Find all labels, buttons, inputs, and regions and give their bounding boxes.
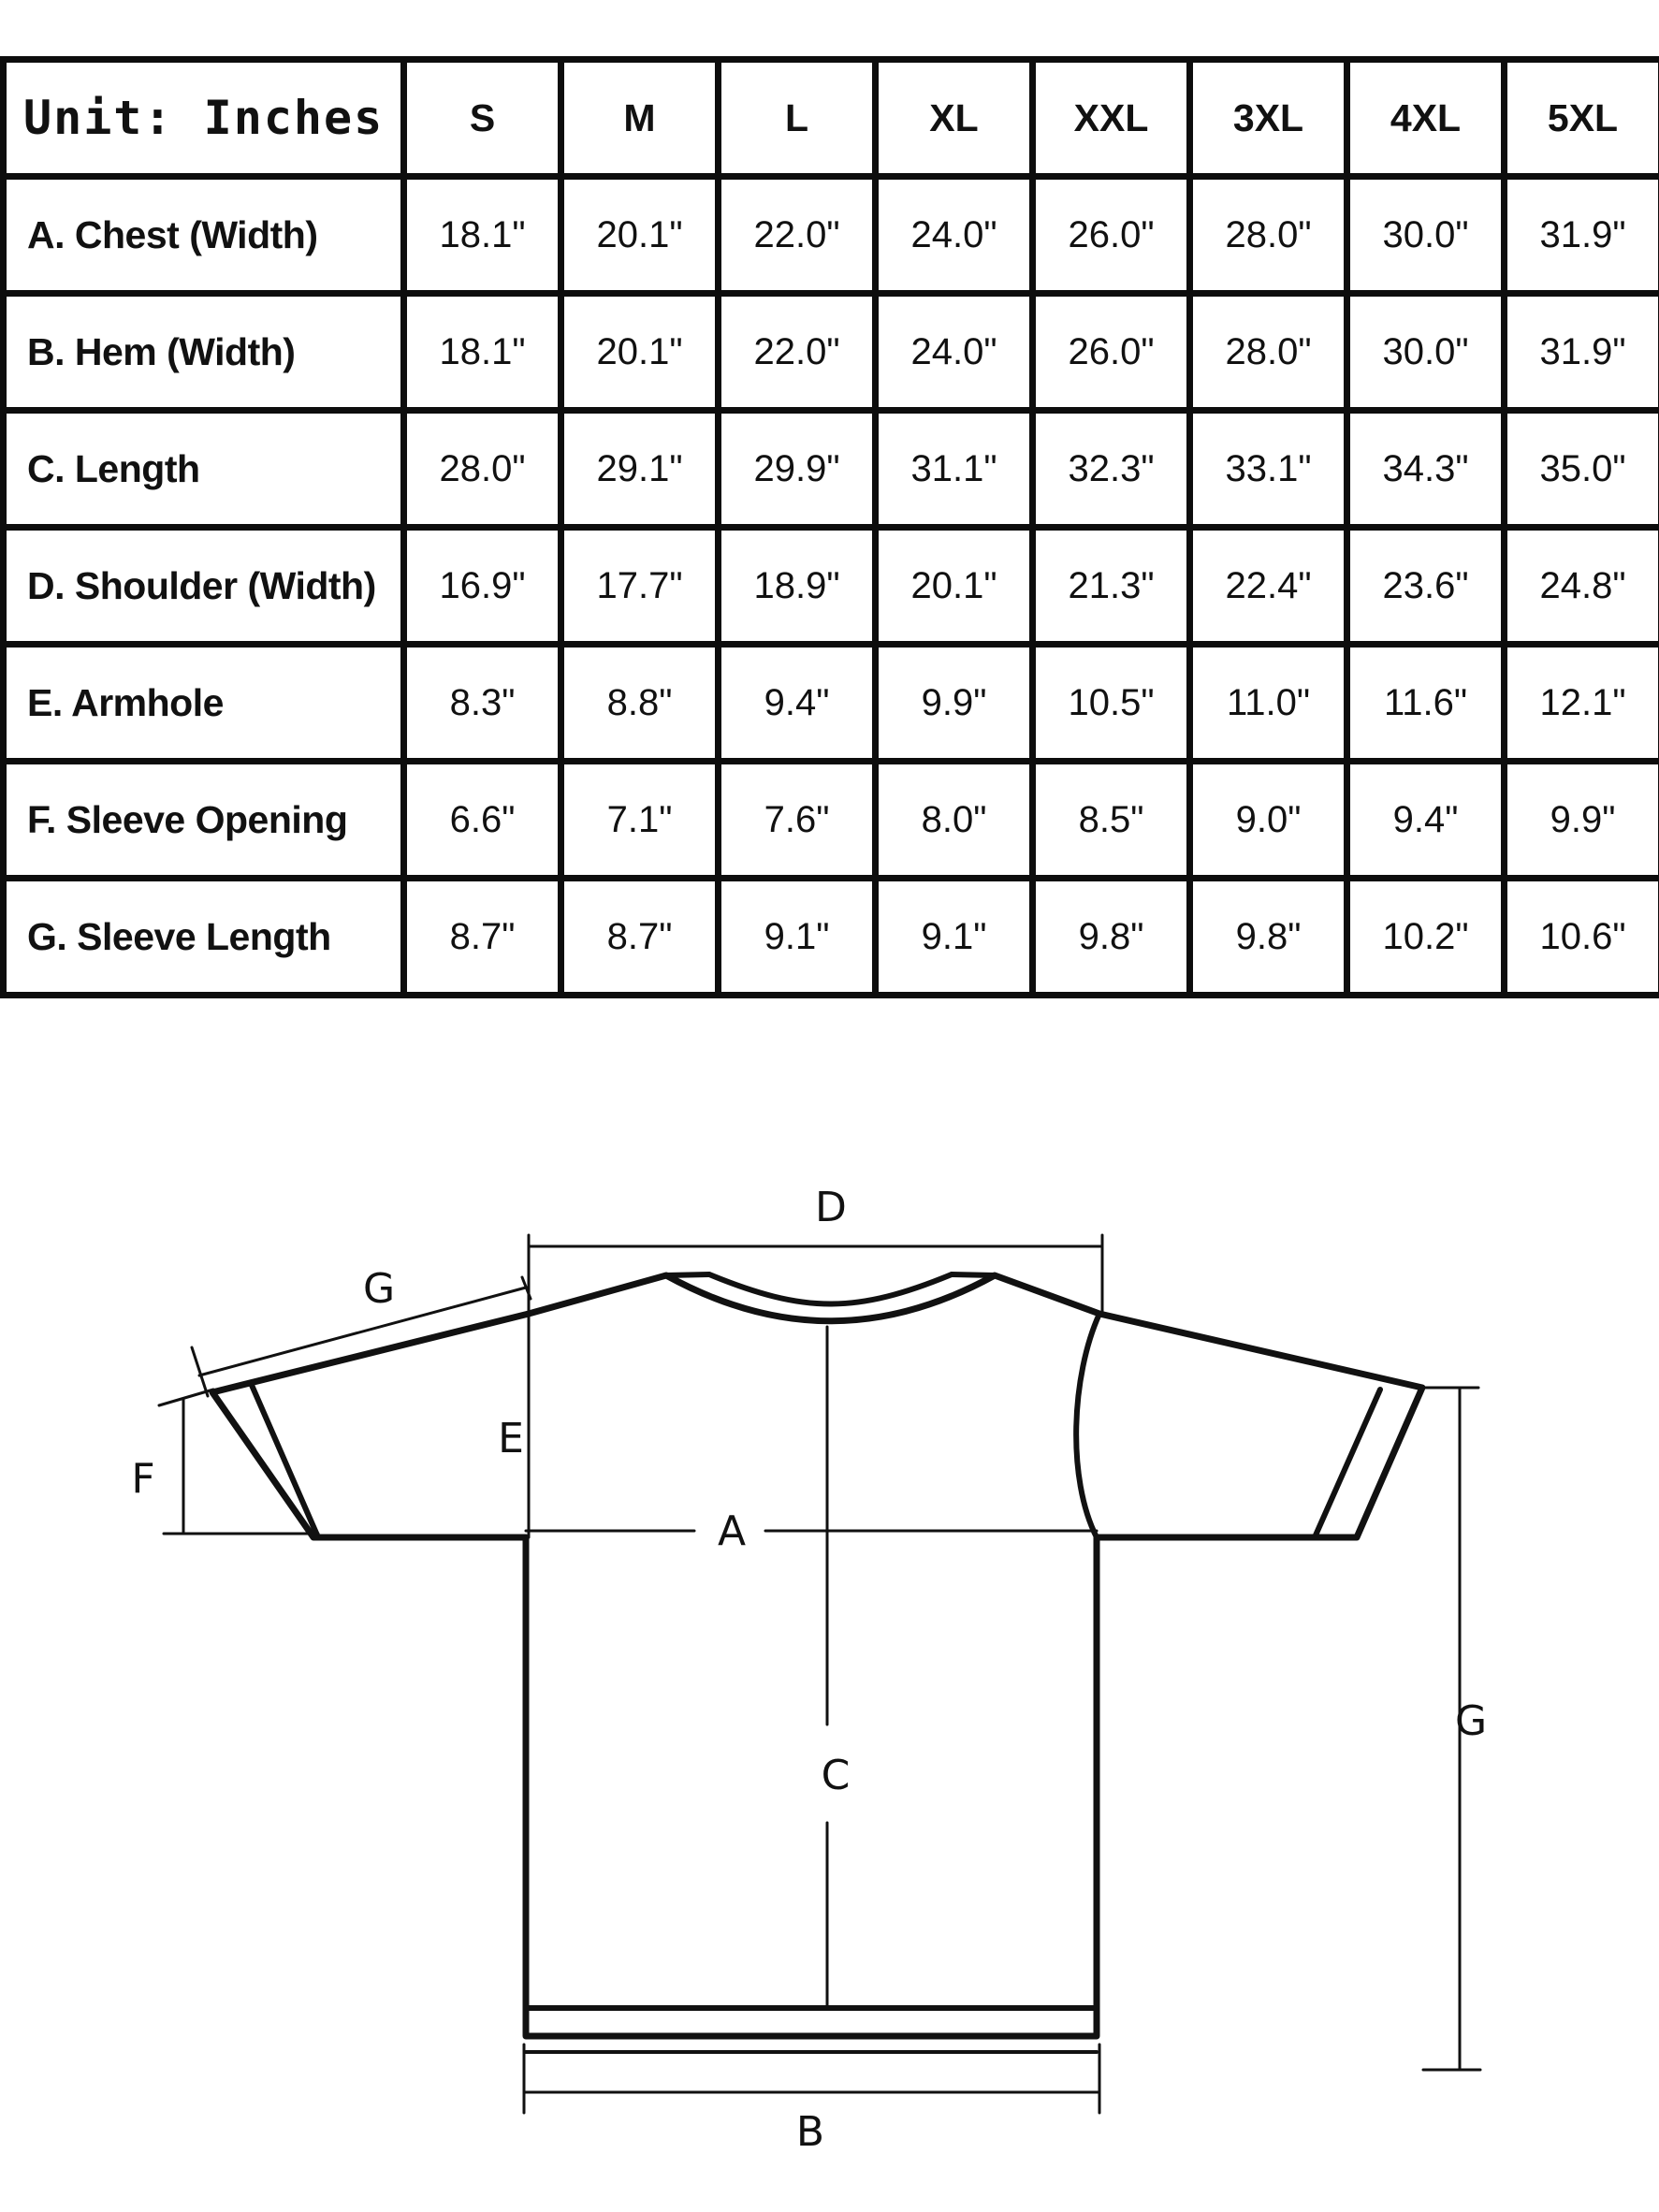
measurement-value: 9.9" — [1505, 762, 1659, 879]
collar-inner — [709, 1274, 952, 1304]
measurement-label: F. Sleeve Opening — [4, 762, 404, 879]
size-header: 5XL — [1505, 60, 1659, 177]
measurement-value: 7.1" — [561, 762, 719, 879]
measurement-value: 16.9" — [404, 528, 561, 645]
measurement-value: 8.5" — [1033, 762, 1190, 879]
measurement-value: 30.0" — [1347, 177, 1505, 294]
measurement-value: 20.1" — [876, 528, 1033, 645]
measurement-value: 33.1" — [1190, 411, 1347, 528]
armhole-seam — [1076, 1314, 1099, 1537]
label-g-right: G — [1454, 1697, 1488, 1745]
measurement-value: 9.9" — [876, 645, 1033, 762]
label-g-left: G — [362, 1265, 396, 1313]
label-a: A — [717, 1507, 747, 1555]
measurement-value: 31.1" — [876, 411, 1033, 528]
measurement-value: 35.0" — [1505, 411, 1659, 528]
measurement-value: 20.1" — [561, 294, 719, 411]
measurement-value: 18.9" — [719, 528, 876, 645]
collar-side-right — [952, 1274, 995, 1275]
measurement-value: 29.1" — [561, 411, 719, 528]
measurement-value: 11.0" — [1190, 645, 1347, 762]
measurement-value: 9.8" — [1190, 879, 1347, 996]
measurement-value: 28.0" — [404, 411, 561, 528]
tshirt-measurement-diagram — [0, 1067, 1659, 2212]
size-chart-table — [0, 56, 1659, 998]
measurement-value: 9.0" — [1190, 762, 1347, 879]
measurement-label: C. Length — [4, 411, 404, 528]
dimension-line-g-left — [192, 1277, 531, 1396]
size-header: 3XL — [1190, 60, 1347, 177]
measurement-value: 9.4" — [719, 645, 876, 762]
unit-label: Unit: Inches — [4, 60, 404, 177]
measurement-value: 8.8" — [561, 645, 719, 762]
measurement-value: 10.2" — [1347, 879, 1505, 996]
measurement-label: D. Shoulder (Width) — [4, 528, 404, 645]
measurement-value: 6.6" — [404, 762, 561, 879]
size-header: M — [561, 60, 719, 177]
measurement-value: 30.0" — [1347, 294, 1505, 411]
label-d: D — [815, 1184, 847, 1231]
measurement-value: 8.7" — [404, 879, 561, 996]
size-header: XL — [876, 60, 1033, 177]
table-row — [4, 411, 1659, 528]
measurement-value: 9.1" — [719, 879, 876, 996]
measurement-value: 29.9" — [719, 411, 876, 528]
measurement-value: 24.0" — [876, 177, 1033, 294]
label-f: F — [131, 1455, 155, 1503]
measurement-value: 28.0" — [1190, 294, 1347, 411]
collar-side-left — [666, 1274, 709, 1275]
measurement-value: 9.1" — [876, 879, 1033, 996]
measurement-value: 22.4" — [1190, 528, 1347, 645]
measurement-value: 24.0" — [876, 294, 1033, 411]
measurement-value: 23.6" — [1347, 528, 1505, 645]
measurement-value: 12.1" — [1505, 645, 1659, 762]
measurement-value: 21.3" — [1033, 528, 1190, 645]
size-header: S — [404, 60, 561, 177]
label-c: C — [821, 1752, 851, 1799]
label-e: E — [498, 1415, 524, 1463]
measurement-value: 32.3" — [1033, 411, 1190, 528]
table-row — [4, 294, 1659, 411]
measurement-value: 11.6" — [1347, 645, 1505, 762]
measurement-value: 28.0" — [1190, 177, 1347, 294]
measurement-value: 8.0" — [876, 762, 1033, 879]
measurement-value: 8.7" — [561, 879, 719, 996]
measurement-value: 10.5" — [1033, 645, 1190, 762]
measurement-label: E. Armhole — [4, 645, 404, 762]
measurement-value: 10.6" — [1505, 879, 1659, 996]
measurement-value: 26.0" — [1033, 177, 1190, 294]
measurement-label: A. Chest (Width) — [4, 177, 404, 294]
measurement-value: 22.0" — [719, 177, 876, 294]
dimension-line-b — [524, 2045, 1099, 2113]
size-header: 4XL — [1347, 60, 1505, 177]
measurement-value: 18.1" — [404, 294, 561, 411]
header-row — [4, 60, 1659, 177]
measurement-value: 24.8" — [1505, 528, 1659, 645]
measurement-label: B. Hem (Width) — [4, 294, 404, 411]
table-row — [4, 528, 1659, 645]
size-header: L — [719, 60, 876, 177]
table-row — [4, 645, 1659, 762]
table-row — [4, 879, 1659, 996]
table-row — [4, 177, 1659, 294]
measurement-value: 8.3" — [404, 645, 561, 762]
right-sleeve-cuff — [1315, 1390, 1380, 1537]
measurement-value: 26.0" — [1033, 294, 1190, 411]
size-header: XXL — [1033, 60, 1190, 177]
measurement-label: G. Sleeve Length — [4, 879, 404, 996]
measurement-value: 22.0" — [719, 294, 876, 411]
measurement-value: 18.1" — [404, 177, 561, 294]
measurement-value: 20.1" — [561, 177, 719, 294]
measurement-value: 9.4" — [1347, 762, 1505, 879]
table-row — [4, 762, 1659, 879]
measurement-value: 31.9" — [1505, 177, 1659, 294]
measurement-value: 34.3" — [1347, 411, 1505, 528]
tshirt-outline — [212, 1275, 1422, 2036]
measurement-value: 7.6" — [719, 762, 876, 879]
measurement-value: 17.7" — [561, 528, 719, 645]
measurement-value: 31.9" — [1505, 294, 1659, 411]
measurement-value: 9.8" — [1033, 879, 1190, 996]
label-b: B — [795, 2108, 825, 2156]
